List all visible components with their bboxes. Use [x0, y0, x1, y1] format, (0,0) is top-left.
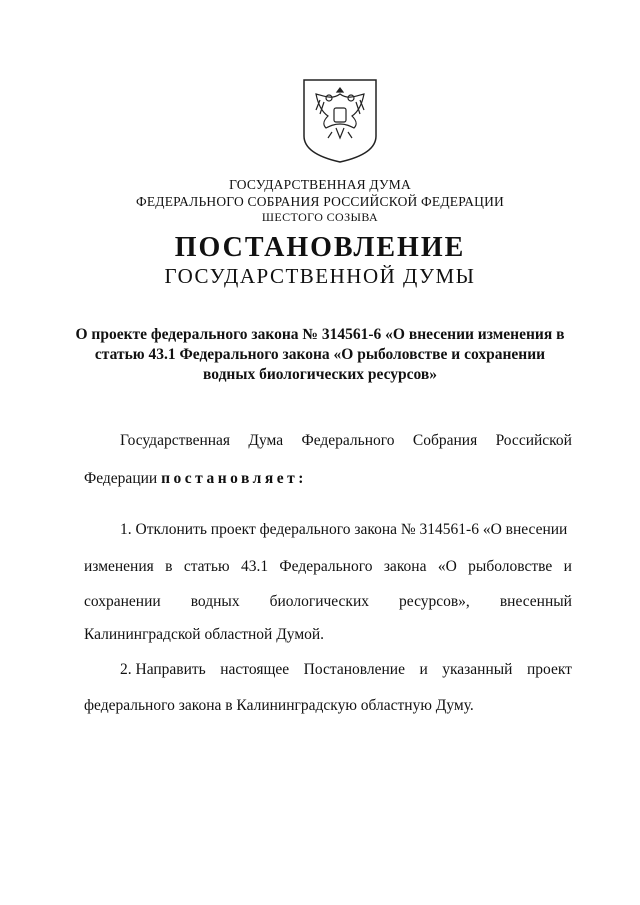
- item2-word: указанный: [442, 661, 513, 678]
- item1-word: биологических: [269, 593, 370, 610]
- decree-word: постановляет:: [161, 470, 307, 487]
- item1-line-1: 1. Отклонить проект федерального закона № 314561-6 «О внесении: [120, 521, 568, 538]
- item2-word: проект: [526, 661, 572, 678]
- item1-word: водных: [190, 593, 240, 610]
- convocation: ШЕСТОГО СОЗЫВА: [261, 210, 379, 224]
- coat-of-arms-icon: [302, 78, 378, 164]
- subject-heading: [60, 325, 580, 385]
- item2-line-1: [120, 660, 572, 680]
- item1-line-4: Калининградской областной Думой.: [84, 626, 325, 643]
- item1-line-2: [84, 557, 572, 577]
- preamble-word: Дума: [248, 432, 284, 449]
- preamble-prefix: Федерации: [84, 470, 158, 487]
- item1-word: ресурсов»,: [399, 593, 470, 610]
- item2-word: настоящее: [220, 661, 290, 678]
- item1-word: «О: [437, 558, 457, 575]
- subject-line-2: статью 43.1 Федерального закона «О рыболовстве и сохранении: [94, 346, 546, 363]
- item1-word: внесенный: [499, 593, 572, 610]
- preamble-word: Российской: [495, 432, 572, 449]
- item1-word: Федерального: [279, 558, 373, 575]
- item1-word: изменения: [84, 558, 154, 575]
- item2-line-2: федерального закона в Калининградскую областную Думу.: [84, 697, 474, 714]
- item1-word: статью: [183, 558, 230, 575]
- preamble-line-2: [84, 469, 572, 489]
- item2-word: и: [419, 661, 428, 678]
- org-line-1: ГОСУДАРСТВЕННАЯ ДУМА: [229, 177, 411, 192]
- item1-word: в: [165, 558, 173, 575]
- org-line-2: ФЕДЕРАЛЬНОГО СОБРАНИЯ РОССИЙСКОЙ ФЕДЕРАЦИИ: [136, 194, 504, 209]
- issuer-title: ГОСУДАРСТВЕННОЙ ДУМЫ: [164, 264, 476, 288]
- item1-word: сохранении: [84, 593, 161, 610]
- subject-line-3: водных биологических ресурсов»: [203, 366, 437, 383]
- item1-word: 43.1: [240, 558, 269, 575]
- item1-line-3: [84, 592, 572, 612]
- item2-word: Постановление: [303, 661, 405, 678]
- subject-line-1: О проекте федерального закона № 314561-6 «О внесении изменения в: [75, 326, 565, 343]
- preamble-word: Собрания: [412, 432, 478, 449]
- item1-word: и: [563, 558, 572, 575]
- item2-word: 2. Направить: [120, 661, 206, 678]
- item1-word: рыболовстве: [468, 558, 553, 575]
- preamble-line-1: [120, 431, 572, 451]
- preamble-word: Федерального: [301, 432, 395, 449]
- preamble-word: Государственная: [120, 432, 231, 449]
- document-type-title: ПОСТАНОВЛЕНИЕ: [174, 232, 466, 263]
- item1-word: закона: [383, 558, 427, 575]
